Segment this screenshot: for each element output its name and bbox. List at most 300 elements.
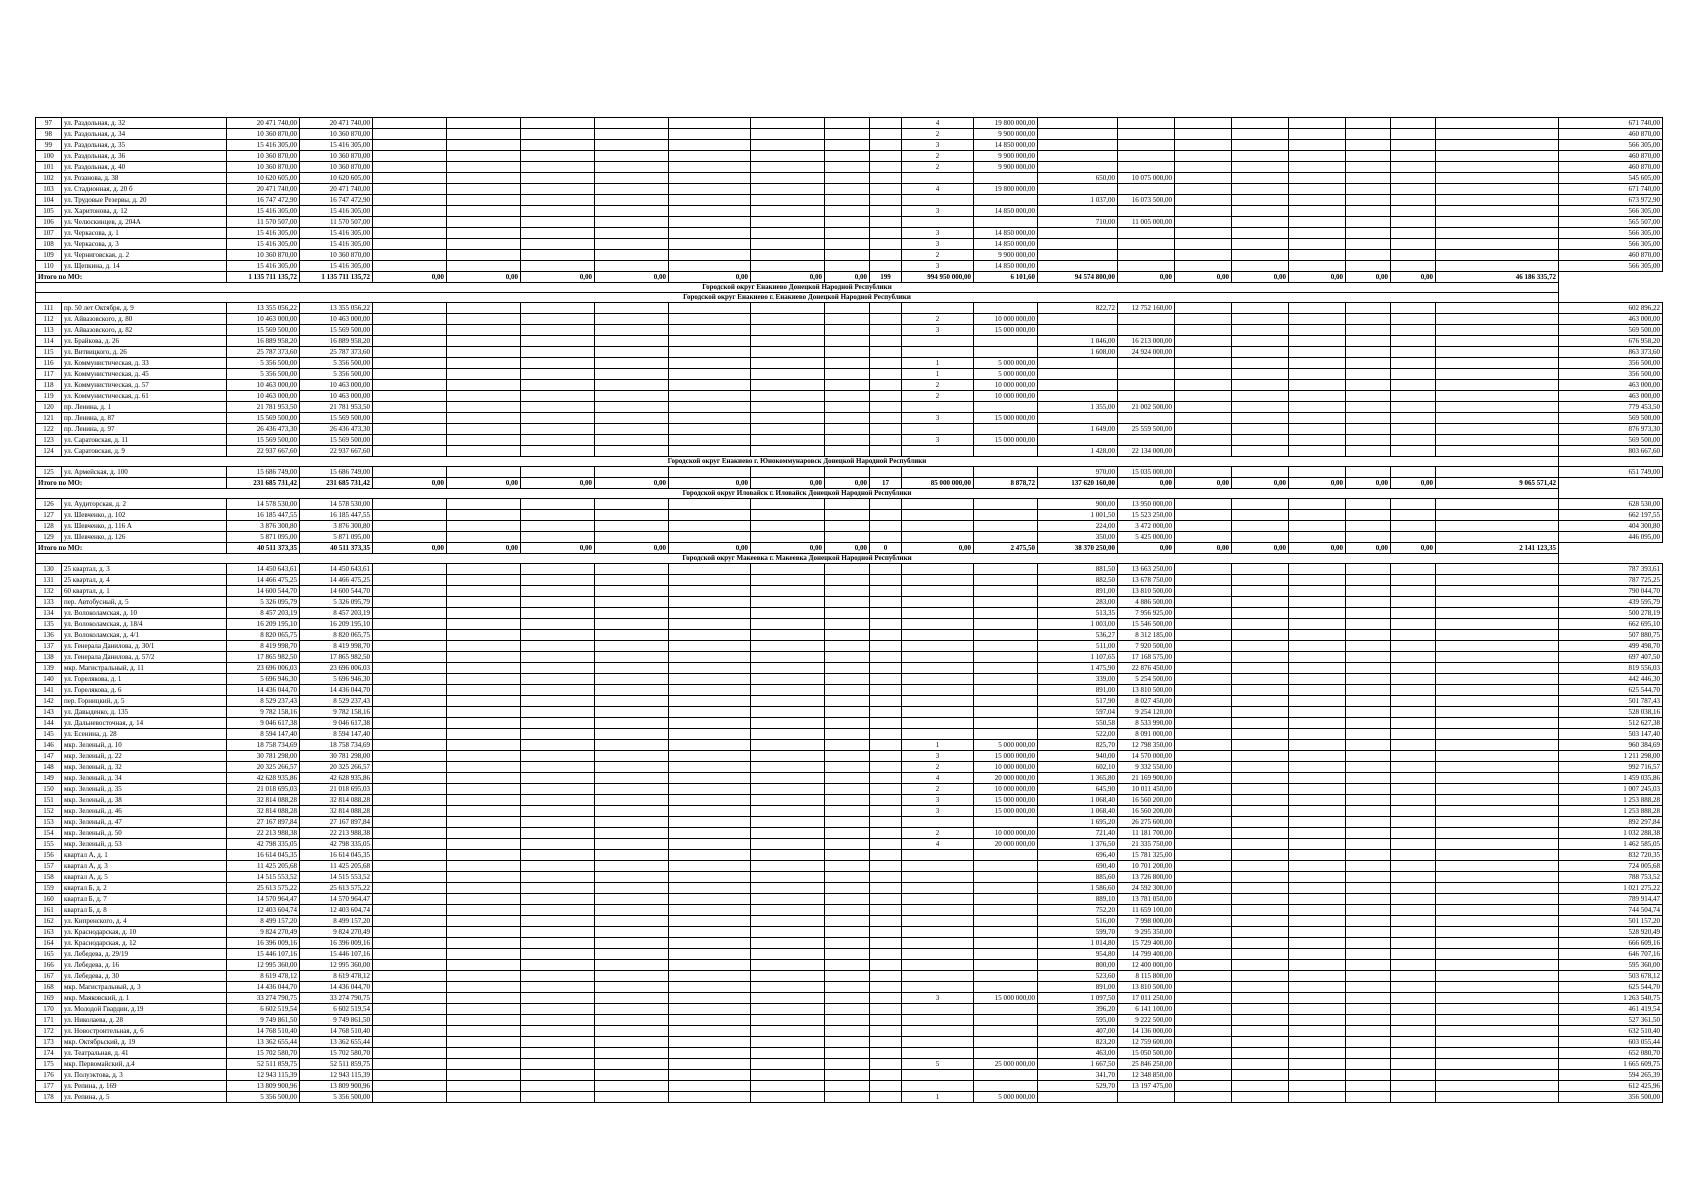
table-cell — [1175, 850, 1232, 861]
table-cell — [1175, 828, 1232, 839]
row-number: 118 — [36, 380, 62, 391]
table-cell: 15 000 000,00 — [974, 806, 1038, 817]
table-cell: 12 403 604,74 — [300, 905, 373, 916]
table-cell: 18 758 734,69 — [300, 740, 373, 751]
table-cell — [974, 564, 1038, 575]
table-cell: 15 000 000,00 — [974, 751, 1038, 762]
table-cell: 26 275 600,00 — [1118, 817, 1175, 828]
table-cell — [1175, 435, 1232, 446]
table-cell: 16 396 009,16 — [227, 938, 300, 949]
table-cell — [974, 1026, 1038, 1037]
table-cell — [373, 314, 447, 325]
table-cell: 15 569 500,00 — [300, 325, 373, 336]
row-number: 126 — [36, 499, 62, 510]
address-cell: ул. Театральная, д. 41 — [62, 1048, 227, 1059]
table-cell: 696,40 — [1038, 850, 1118, 861]
table-cell — [1175, 521, 1232, 532]
table-row — [36, 817, 1663, 828]
table-cell — [1346, 597, 1391, 608]
table-cell — [1175, 250, 1232, 261]
table-cell — [1232, 861, 1289, 872]
table-cell — [1391, 971, 1436, 982]
table-cell — [447, 1059, 521, 1070]
table-cell — [595, 391, 669, 402]
table-cell — [751, 575, 825, 586]
table-cell — [521, 938, 595, 949]
table-cell — [1436, 630, 1559, 641]
section-header-row — [36, 283, 1663, 293]
table-cell — [669, 118, 751, 129]
table-cell — [521, 1037, 595, 1048]
table-cell: 803 667,60 — [1559, 446, 1663, 457]
table-cell — [521, 641, 595, 652]
table-cell — [1289, 630, 1346, 641]
table-cell — [669, 597, 751, 608]
table-cell — [1346, 608, 1391, 619]
table-cell: 671 740,00 — [1559, 118, 1663, 129]
table-cell — [521, 1015, 595, 1026]
table-row — [36, 905, 1663, 916]
table-cell — [974, 696, 1038, 707]
table-cell: 13 809 900,96 — [300, 1081, 373, 1092]
row-number: 121 — [36, 413, 62, 424]
table-cell — [1175, 510, 1232, 521]
table-cell — [447, 762, 521, 773]
table-cell — [974, 938, 1038, 949]
table-cell — [1346, 630, 1391, 641]
address-cell: ул. Коммунистическая, д. 33 — [62, 358, 227, 369]
table-cell — [1038, 118, 1118, 129]
table-cell — [974, 619, 1038, 630]
row-number: 144 — [36, 718, 62, 729]
table-cell: 5 000 000,00 — [974, 358, 1038, 369]
table-cell: 12 995 360,00 — [227, 960, 300, 971]
table-cell — [669, 828, 751, 839]
table-cell — [595, 467, 669, 478]
table-row — [36, 206, 1663, 217]
table-cell — [447, 641, 521, 652]
table-cell: 13 950 000,00 — [1118, 499, 1175, 510]
table-cell: 507 880,75 — [1559, 630, 1663, 641]
table-cell — [521, 173, 595, 184]
table-cell: 8 457 203,19 — [300, 608, 373, 619]
table-cell — [521, 250, 595, 261]
table-cell — [1346, 129, 1391, 140]
total-cell: 137 620 160,00 — [1038, 478, 1118, 489]
table-cell — [595, 1081, 669, 1092]
table-cell: 954,80 — [1038, 949, 1118, 960]
table-cell — [595, 184, 669, 195]
table-cell — [373, 696, 447, 707]
table-cell — [825, 129, 870, 140]
table-cell: 32 814 088,28 — [300, 806, 373, 817]
table-row — [36, 938, 1663, 949]
row-number: 168 — [36, 982, 62, 993]
table-cell — [1436, 696, 1559, 707]
table-cell — [1436, 1092, 1559, 1103]
table-cell — [902, 861, 974, 872]
table-cell — [447, 162, 521, 173]
table-cell — [1289, 402, 1346, 413]
table-cell — [751, 435, 825, 446]
table-cell — [825, 184, 870, 195]
table-cell — [1436, 916, 1559, 927]
table-cell — [751, 861, 825, 872]
table-cell: 14 136 000,00 — [1118, 1026, 1175, 1037]
table-cell — [1175, 1026, 1232, 1037]
table-cell — [521, 129, 595, 140]
table-cell: 1 475,90 — [1038, 663, 1118, 674]
table-cell — [1232, 424, 1289, 435]
table-cell — [1346, 905, 1391, 916]
total-cell: 8 878,72 — [974, 478, 1038, 489]
table-cell: 2 — [902, 314, 974, 325]
table-cell: 15 416 305,00 — [300, 239, 373, 250]
table-cell — [447, 151, 521, 162]
table-cell — [447, 325, 521, 336]
table-cell — [974, 303, 1038, 314]
table-cell: 22 937 667,60 — [227, 446, 300, 457]
total-cell: 0,00 — [751, 543, 825, 554]
table-cell: 8 529 237,43 — [227, 696, 300, 707]
table-cell: 503 147,40 — [1559, 729, 1663, 740]
table-cell — [1232, 949, 1289, 960]
address-cell: мкр. Зеленый, д. 35 — [62, 784, 227, 795]
table-cell — [1436, 784, 1559, 795]
table-cell — [1175, 597, 1232, 608]
table-cell: 2 — [902, 380, 974, 391]
table-cell — [1346, 641, 1391, 652]
table-cell — [1175, 1015, 1232, 1026]
table-cell — [373, 435, 447, 446]
table-cell — [1175, 402, 1232, 413]
table-cell — [1289, 446, 1346, 457]
table-cell — [870, 129, 902, 140]
table-cell — [751, 608, 825, 619]
table-cell — [974, 521, 1038, 532]
table-cell: 8 419 998,70 — [227, 641, 300, 652]
table-cell — [1232, 795, 1289, 806]
table-cell — [669, 184, 751, 195]
table-row — [36, 762, 1663, 773]
table-cell — [1391, 839, 1436, 850]
table-cell — [521, 499, 595, 510]
table-cell — [521, 707, 595, 718]
table-cell — [974, 597, 1038, 608]
table-cell — [669, 467, 751, 478]
table-cell — [1289, 1081, 1346, 1092]
table-cell — [447, 883, 521, 894]
table-cell — [1232, 608, 1289, 619]
table-cell: 1 001,50 — [1038, 510, 1118, 521]
table-cell — [974, 1081, 1038, 1092]
table-cell: 14 436 044,70 — [227, 982, 300, 993]
row-number: 151 — [36, 795, 62, 806]
table-cell — [1436, 532, 1559, 543]
table-cell — [870, 960, 902, 971]
table-cell — [1436, 1048, 1559, 1059]
table-cell — [1289, 336, 1346, 347]
table-cell — [595, 641, 669, 652]
table-cell — [870, 532, 902, 543]
table-cell: 602 896,22 — [1559, 303, 1663, 314]
table-cell — [825, 993, 870, 1004]
table-cell: 595 360,00 — [1559, 960, 1663, 971]
address-cell: ул. Полуэктова, д. 3 — [62, 1070, 227, 1081]
table-cell: 10 011 450,00 — [1118, 784, 1175, 795]
table-cell — [1391, 564, 1436, 575]
total-cell: 0,00 — [1118, 272, 1175, 283]
table-cell — [902, 564, 974, 575]
table-cell — [1346, 1070, 1391, 1081]
table-cell — [751, 905, 825, 916]
table-cell — [669, 140, 751, 151]
table-cell: 7 998 000,00 — [1118, 916, 1175, 927]
table-cell: 15 000 000,00 — [974, 413, 1038, 424]
table-cell — [1232, 140, 1289, 151]
row-number: 177 — [36, 1081, 62, 1092]
table-cell — [751, 391, 825, 402]
table-cell — [669, 435, 751, 446]
table-cell — [521, 773, 595, 784]
table-cell — [751, 250, 825, 261]
address-cell: ул. Раздольная, д. 40 — [62, 162, 227, 173]
table-row — [36, 971, 1663, 982]
row-number: 120 — [36, 402, 62, 413]
table-cell — [751, 510, 825, 521]
table-cell — [521, 971, 595, 982]
table-cell — [870, 347, 902, 358]
table-cell: 17 865 982,50 — [300, 652, 373, 663]
table-cell: 460 870,00 — [1559, 250, 1663, 261]
table-cell — [1289, 597, 1346, 608]
table-cell — [974, 446, 1038, 457]
table-cell — [1038, 358, 1118, 369]
address-cell: мкр. Зеленый, д. 47 — [62, 817, 227, 828]
table-cell — [1391, 795, 1436, 806]
table-cell: 21 018 695,03 — [300, 784, 373, 795]
table-row — [36, 369, 1663, 380]
table-cell: 13 678 750,00 — [1118, 575, 1175, 586]
table-cell — [1436, 839, 1559, 850]
table-cell — [669, 784, 751, 795]
table-cell — [669, 751, 751, 762]
table-cell — [751, 971, 825, 982]
table-cell: 2 — [902, 151, 974, 162]
table-cell — [1118, 1092, 1175, 1103]
table-cell — [870, 402, 902, 413]
table-cell: 523,60 — [1038, 971, 1118, 982]
table-cell — [669, 228, 751, 239]
table-cell — [521, 118, 595, 129]
table-cell — [521, 729, 595, 740]
row-number: 108 — [36, 239, 62, 250]
table-cell — [902, 894, 974, 905]
table-cell — [1289, 652, 1346, 663]
table-cell: 9 332 550,00 — [1118, 762, 1175, 773]
table-cell — [595, 325, 669, 336]
table-cell — [1436, 740, 1559, 751]
table-cell: 517,90 — [1038, 696, 1118, 707]
table-cell: 9 222 500,00 — [1118, 1015, 1175, 1026]
table-cell — [521, 1070, 595, 1081]
table-cell — [751, 630, 825, 641]
table-cell — [902, 1026, 974, 1037]
table-cell — [1232, 435, 1289, 446]
table-cell — [1391, 740, 1436, 751]
table-cell — [1175, 336, 1232, 347]
table-cell — [974, 424, 1038, 435]
table-cell — [1391, 828, 1436, 839]
row-number: 147 — [36, 751, 62, 762]
table-cell — [447, 971, 521, 982]
table-row — [36, 993, 1663, 1004]
table-cell — [521, 586, 595, 597]
table-cell — [521, 575, 595, 586]
table-cell — [1436, 564, 1559, 575]
table-cell: 20 471 740,00 — [227, 184, 300, 195]
table-cell: 569 500,00 — [1559, 413, 1663, 424]
table-cell: 14 578 530,00 — [227, 499, 300, 510]
table-cell: 14 570 964,47 — [300, 894, 373, 905]
table-cell — [373, 467, 447, 478]
table-cell: 14 768 510,40 — [227, 1026, 300, 1037]
table-cell — [1346, 532, 1391, 543]
table-cell — [373, 162, 447, 173]
table-cell — [1436, 206, 1559, 217]
table-cell — [751, 641, 825, 652]
table-cell — [669, 336, 751, 347]
table-cell — [669, 1070, 751, 1081]
table-row — [36, 347, 1663, 358]
table-cell — [870, 619, 902, 630]
address-cell: пр. Ленина, д. 87 — [62, 413, 227, 424]
table-row — [36, 597, 1663, 608]
table-cell: 16 614 045,35 — [227, 850, 300, 861]
table-cell — [825, 784, 870, 795]
table-cell — [1289, 261, 1346, 272]
table-cell — [825, 707, 870, 718]
table-cell: 787 725,25 — [1559, 575, 1663, 586]
table-row — [36, 564, 1663, 575]
table-cell — [373, 608, 447, 619]
table-cell: 10 463 000,00 — [227, 380, 300, 391]
table-row — [36, 751, 1663, 762]
table-cell: 13 810 500,00 — [1118, 586, 1175, 597]
table-cell — [1175, 762, 1232, 773]
table-row — [36, 663, 1663, 674]
table-cell: 17 168 575,00 — [1118, 652, 1175, 663]
table-cell: 825,70 — [1038, 740, 1118, 751]
table-cell — [1346, 652, 1391, 663]
table-cell — [595, 773, 669, 784]
table-cell — [1175, 347, 1232, 358]
table-cell: 15 416 305,00 — [227, 140, 300, 151]
table-cell: 5 871 095,00 — [227, 532, 300, 543]
table-row — [36, 499, 1663, 510]
table-cell: 15 569 500,00 — [227, 413, 300, 424]
table-cell — [447, 1081, 521, 1092]
table-cell — [825, 358, 870, 369]
table-cell: 9 749 861,50 — [300, 1015, 373, 1026]
table-row — [36, 521, 1663, 532]
table-cell — [1289, 1015, 1346, 1026]
table-cell — [870, 184, 902, 195]
table-cell — [1232, 740, 1289, 751]
table-cell — [1391, 586, 1436, 597]
table-row — [36, 1059, 1663, 1070]
row-number: 100 — [36, 151, 62, 162]
table-cell: 9 824 270,49 — [300, 927, 373, 938]
table-cell — [1391, 118, 1436, 129]
table-cell — [373, 663, 447, 674]
table-cell — [669, 1004, 751, 1015]
table-cell: 651 749,00 — [1559, 467, 1663, 478]
table-cell: 536,27 — [1038, 630, 1118, 641]
table-cell — [1289, 347, 1346, 358]
table-cell — [1346, 1048, 1391, 1059]
table-cell — [373, 413, 447, 424]
table-cell: 800,00 — [1038, 960, 1118, 971]
section-title: Городской округ Енакиево г. Енакиево Донецкой Народной Республики — [36, 293, 1559, 303]
table-cell: 15 569 500,00 — [300, 413, 373, 424]
table-cell — [1289, 239, 1346, 250]
table-cell — [1232, 1037, 1289, 1048]
table-cell — [669, 1026, 751, 1037]
table-cell — [1436, 195, 1559, 206]
table-cell: 463 000,00 — [1559, 391, 1663, 402]
table-cell — [870, 608, 902, 619]
table-cell: 789 914,47 — [1559, 894, 1663, 905]
table-cell: 22 213 988,38 — [227, 828, 300, 839]
table-cell — [1232, 784, 1289, 795]
row-number: 141 — [36, 685, 62, 696]
table-cell — [1175, 369, 1232, 380]
table-cell — [825, 927, 870, 938]
table-cell — [447, 261, 521, 272]
table-cell — [447, 1037, 521, 1048]
table-cell — [825, 850, 870, 861]
table-cell — [1391, 619, 1436, 630]
table-cell — [1175, 564, 1232, 575]
table-cell — [751, 619, 825, 630]
table-cell — [974, 1048, 1038, 1059]
table-cell — [521, 861, 595, 872]
table-cell — [974, 467, 1038, 478]
table-cell — [825, 575, 870, 586]
table-cell — [902, 850, 974, 861]
table-cell — [521, 435, 595, 446]
table-cell — [825, 652, 870, 663]
table-cell — [1391, 435, 1436, 446]
table-cell — [974, 707, 1038, 718]
table-cell — [669, 608, 751, 619]
table-cell — [447, 894, 521, 905]
table-cell: 25 846 250,00 — [1118, 1059, 1175, 1070]
table-cell — [521, 949, 595, 960]
table-cell — [1391, 140, 1436, 151]
table-cell — [1289, 413, 1346, 424]
table-cell — [825, 510, 870, 521]
row-number: 164 — [36, 938, 62, 949]
table-cell — [1436, 118, 1559, 129]
row-number: 166 — [36, 960, 62, 971]
table-cell — [1391, 982, 1436, 993]
table-cell — [825, 674, 870, 685]
table-cell — [595, 707, 669, 718]
table-cell — [751, 195, 825, 206]
table-cell — [447, 1070, 521, 1081]
